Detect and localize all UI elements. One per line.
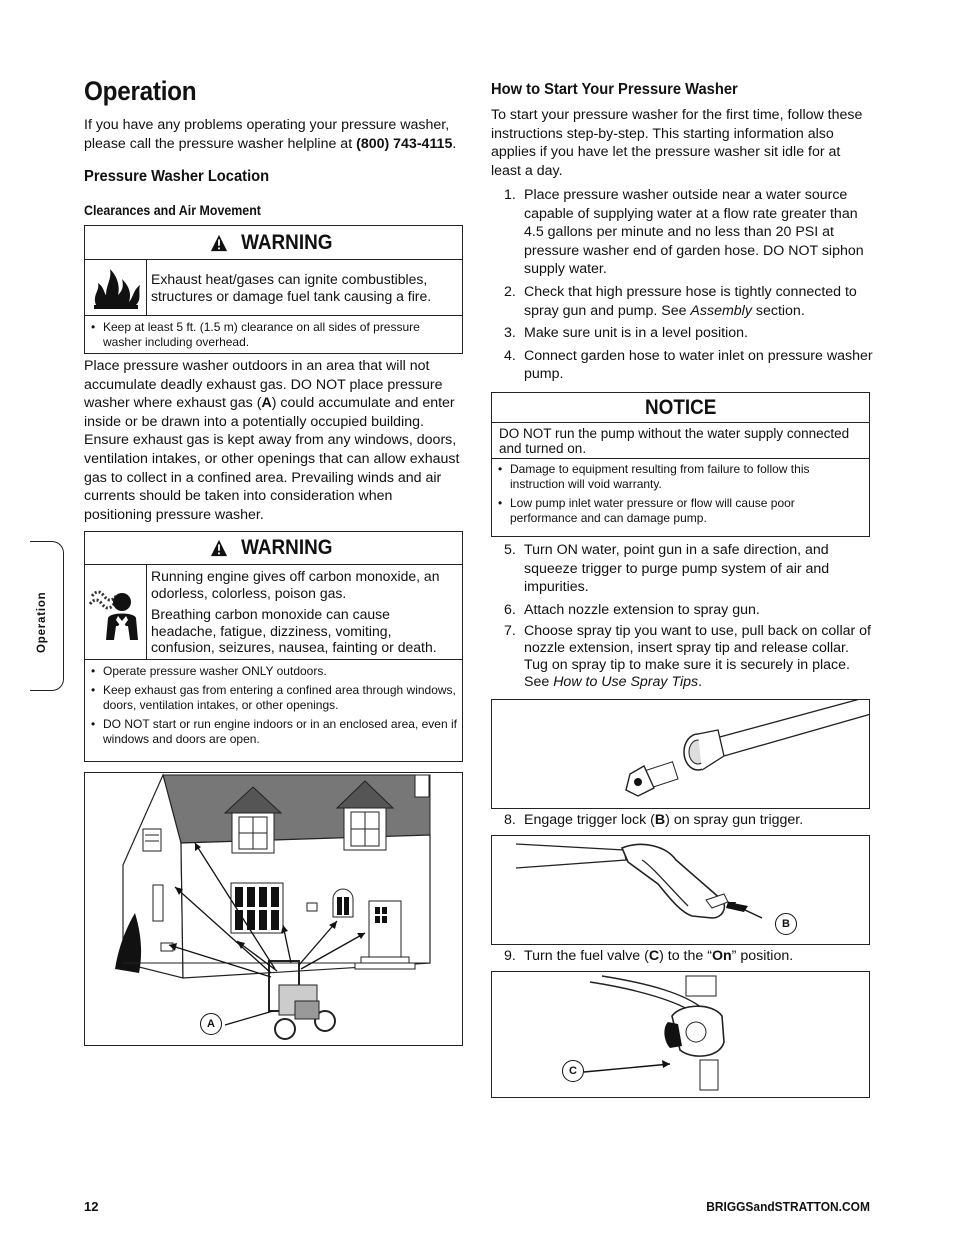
bullet-item: • Keep at least 5 ft. (1.5 m) clearance on all sides of pressure washer including overhead. [89,320,458,350]
hazard-text: Exhaust heat/gases can ignite combustibles, structures or damage fuel tank causing a fire. [151,271,432,304]
helpline-number: (800) 743-4115 [356,135,453,152]
spray-gun-illustration [492,836,870,945]
clearances-heading: Clearances and Air Movement [84,203,261,218]
spray-tip-figure [491,699,870,809]
placement-text-1: Place pressure washer outdoors in an area that will not accumulate deadly exhaust gas. DO NOT place pressure washer where exhaust gas ( [84,358,443,412]
placement-text-2: ) could accumulate and enter inside or be drawn into a potentially occupied building. Ensure exhaust gas is kept away from any windows, doors, ventilation intakes, or other openings that can allow exhaust gas to collect in a confined area. Prevailing winds and air currents should be taken into consideration when positioning pressure washer. [84,395,460,523]
warning-box-fire [84,225,463,354]
notice-bullets [492,459,869,529]
warning-triangle-icon [210,539,228,557]
bullet-item: • Keep exhaust gas from entering a confined area through windows, doors, ventilation intakes, or other openings. [89,683,458,713]
intro-end: . [452,135,457,152]
hazard-row [85,565,462,660]
hazard-text-2: Breathing carbon monoxide can cause headache, fatigue, dizziness, vomiting, confusion, seizures, nausea, fainting or death. [151,606,437,655]
website-link[interactable]: BRIGGSandSTRATTON.COM [706,1199,870,1214]
notice-box [491,392,870,537]
start-heading: How to Start Your Pressure Washer [491,81,738,98]
page-number: 12 [84,1199,99,1214]
step-9: 9. Turn the fuel valve (C) to the “On” position. [504,948,794,964]
placement-letter: A [261,395,272,412]
page-title: Operation [84,76,197,106]
hazard-row [85,260,462,316]
notice-header [492,393,869,423]
notice-signal-word: NOTICE [644,395,717,419]
step-item: 1. Place pressure washer outside near a water source capable of supplying water at a flow rate greater than 4.5 gallons per minute and no less than 20 PSI at pressure washer end of garden hose. DO NOT siphon supply water. [504,187,864,278]
warning-bullets [85,316,462,353]
warning-bullets [85,660,462,750]
step-item: 3. Make sure unit is in a level position. [504,325,748,342]
spray-tip-illustration [492,700,870,809]
toxic-fumes-icon [85,565,147,659]
callout-a: A [200,1013,222,1035]
warning-signal-word: WARNING [240,536,333,559]
step-item: 7. Choose spray tip you want to use, pull back on collar of nozzle extension, insert spray tip and release collar. Tug on spray tip to make sure it is securely in place. See How to Use Spray Tips. [504,623,871,691]
step-item: 6. Attach nozzle extension to spray gun. [504,601,760,618]
bullet-item: • Damage to equipment resulting from failure to follow this instruction will void warranty. [496,462,865,492]
placement-paragraph [84,357,464,524]
spray-gun-figure [491,835,870,945]
fire-icon [85,260,147,315]
side-tab-label: Operation [36,591,48,653]
steps-list-b [491,541,873,695]
fuel-valve-figure [491,971,870,1098]
notice-lead: DO NOT run the pump without the water supply connected and turned on. [492,423,869,459]
hazard-text-1: Running engine gives off carbon monoxide, an odorless, colorless, poison gas. [151,568,440,601]
step-item: 2. Check that high pressure hose is tightly connected to spray gun and pump. See Assembly section. [504,283,857,319]
warning-header [85,226,462,260]
warning-header [85,532,462,565]
warning-signal-word: WARNING [240,230,333,254]
step-item: 5. Turn ON water, point gun in a safe direction, and squeeze trigger to purge pump system of air and impurities. [504,542,830,596]
house-exhaust-figure [84,772,463,1046]
intro-paragraph [84,116,464,153]
step-8: 8. Engage trigger lock (B) on spray gun trigger. [504,812,804,828]
bullet-item: • Operate pressure washer ONLY outdoors. [89,664,458,679]
location-heading: Pressure Washer Location [84,168,270,185]
start-intro: To start your pressure washer for the first time, follow these instructions step-by-step. This starting information also applies if you have let the pressure washer sit idle for at least a day. [491,107,863,179]
warning-box-carbon-monoxide [84,531,463,762]
fuel-valve-illustration [492,972,870,1098]
callout-c: C [562,1060,584,1082]
bullet-item: • DO NOT start or run engine indoors or in an enclosed area, even if windows and doors are open. [89,717,458,747]
callout-b: B [775,913,797,935]
step-item: 4. Connect garden hose to water inlet on pressure washer pump. [504,347,873,383]
house-illustration [85,773,463,1046]
steps-list-a [491,186,873,388]
bullet-item: • Low pump inlet water pressure or flow will cause poor performance and can damage pump. [496,496,865,526]
hazard-text-block [147,565,462,659]
intro-text: If you have any problems operating your pressure washer, please call the pressure washer helpline at [84,117,450,152]
warning-triangle-icon [210,234,228,252]
